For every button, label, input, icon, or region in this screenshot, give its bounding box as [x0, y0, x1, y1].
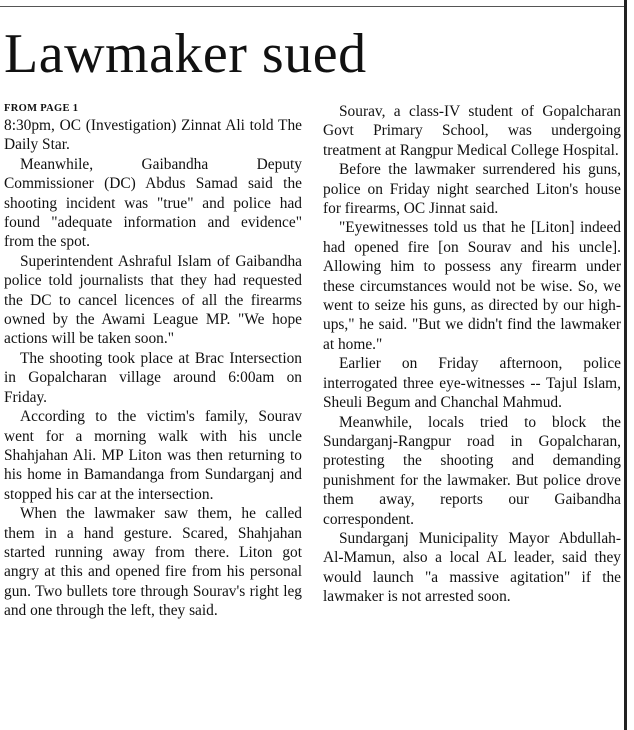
headline: Lawmaker sued — [4, 23, 367, 85]
paragraph: Before the lawmaker surrendered his guns, police on Friday night searched Liton's house for firearms, OC Jinnat said. — [323, 161, 621, 218]
paragraph: Earlier on Friday afternoon, police interrogated three eye-witnesses -- Tajul Islam, Sheuli Begum and Chanchal Mahmud. — [323, 355, 621, 412]
paragraph: "Eyewitnesses told us that he [Liton] indeed had opened fire [on Sourav and his uncle]. Allowing him to possess any firearm under these circumstances would not be wise. So, we went to seize his guns, as directed by our high-ups," he said. "But we didn't find the lawmaker at home." — [323, 219, 621, 353]
paragraph: 8:30pm, OC (Investigation) Zinnat Ali told The Daily Star. — [4, 117, 302, 154]
paragraph: Sourav, a class-IV student of Gopalcharan Govt Primary School, was undergoing treatment at Rangpur Medical College Hospital. — [323, 103, 621, 159]
top-rule — [0, 6, 624, 7]
right-border — [624, 0, 627, 730]
right-column — [323, 102, 621, 607]
paragraph: Meanwhile, locals tried to block the Sundarganj-Rangpur road in Gopalcharan, protesting the shooting and demanding punishment for the lawmaker. But police drove them away, reports our Gaibandha correspondent. — [323, 413, 621, 528]
kicker: FROM PAGE 1 — [4, 103, 79, 114]
paragraph: Superintendent Ashraful Islam of Gaibandha police told journalists that they had requested the DC to cancel licences of all the firearms owned by the Awami League MP. "We hope actions will be taken soon." — [4, 252, 302, 348]
left-column — [4, 102, 302, 621]
paragraph: Meanwhile, Gaibandha Deputy Commissioner (DC) Abdus Samad said the shooting incident was "true" and police had found "adequate information and evidence" from the spot. — [4, 155, 302, 251]
paragraph: According to the victim's family, Sourav went for a morning walk with his uncle Shahjahan Ali. MP Liton was then returning to his home in Bamandanga from Sundarganj and stopped his car at the intersection. — [4, 408, 302, 503]
paragraph: Sundarganj Municipality Mayor Abdullah-Al-Mamun, also a local AL leader, said they would launch "a massive agitation" if the lawmaker is not arrested soon. — [323, 529, 621, 606]
paragraph: When the lawmaker saw them, he called them in a hand gesture. Scared, Shahjahan started running away from there. Liton got angry at this and opened fire from his personal gun. Two bullets tore through Sourav's right leg and one through the left, they said. — [4, 505, 302, 620]
paragraph: The shooting took place at Brac Intersection in Gopalcharan village around 6:00am on Friday. — [4, 349, 302, 406]
